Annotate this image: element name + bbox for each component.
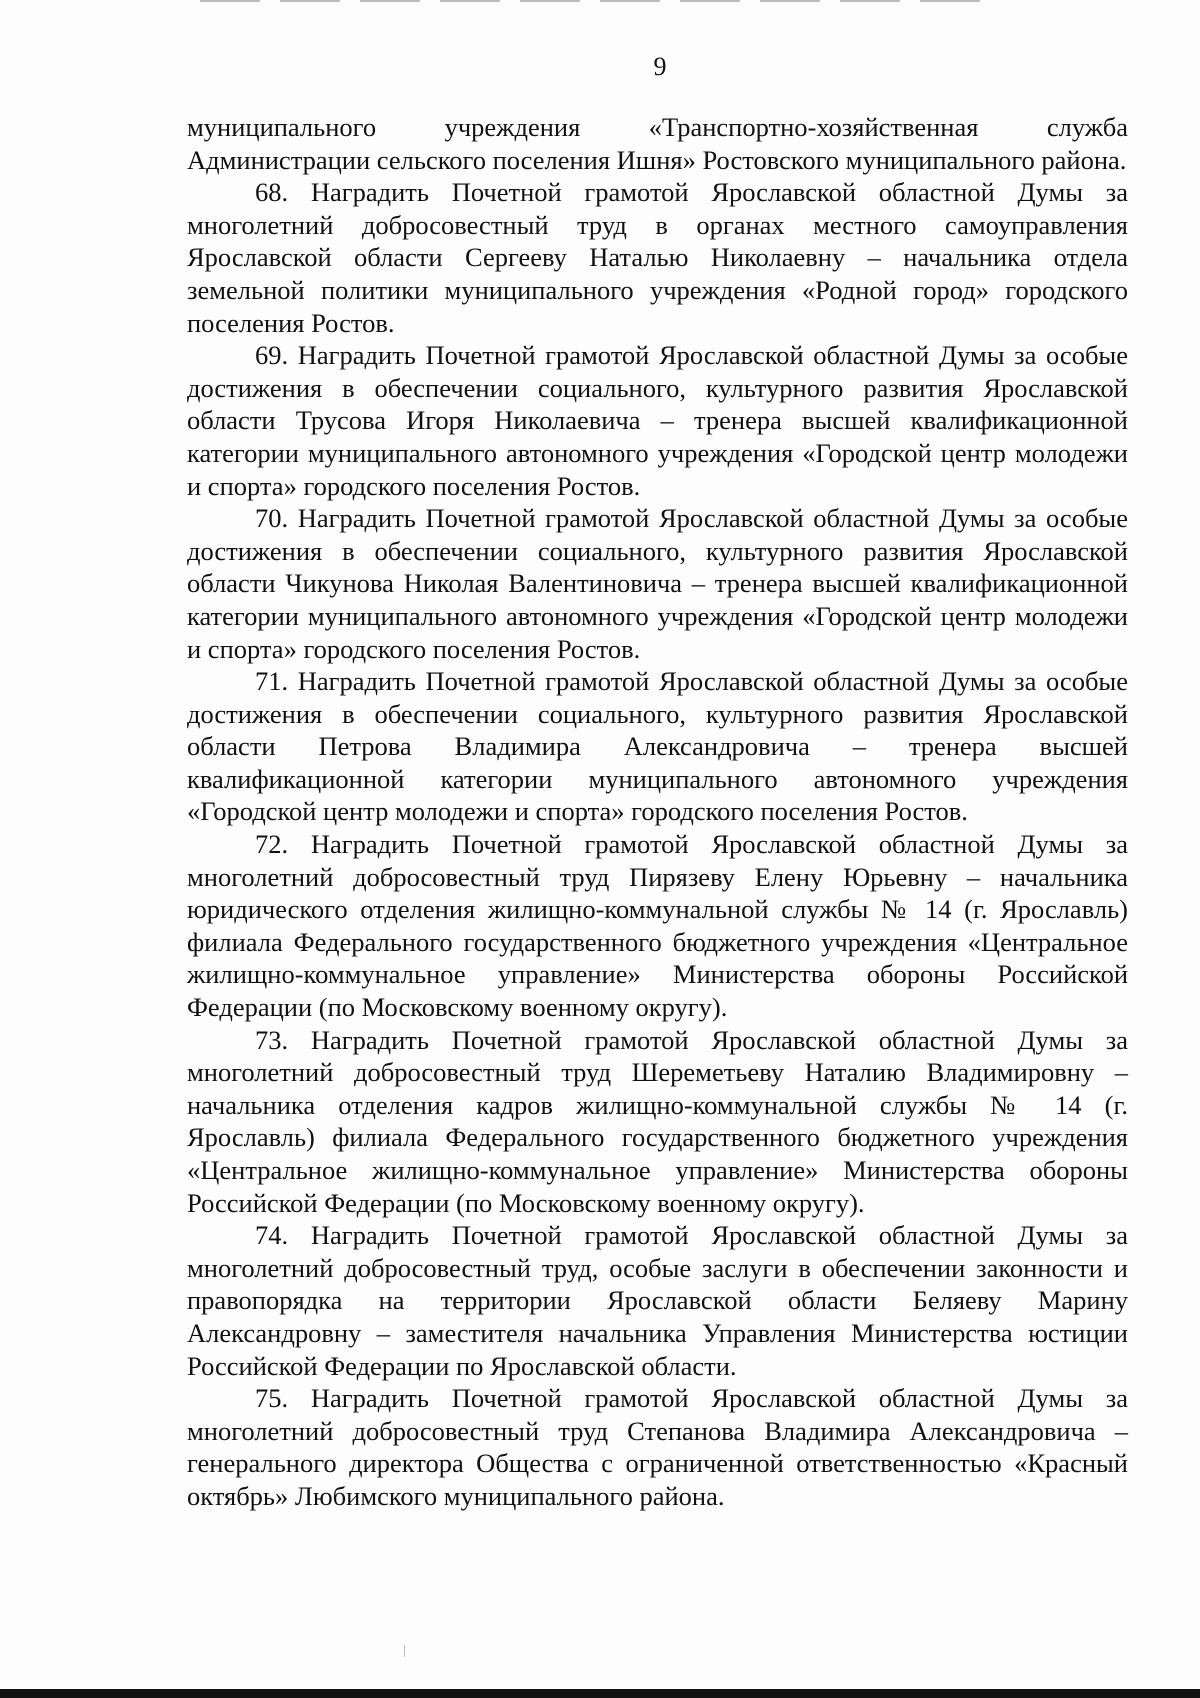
award-item-74: 74. Наградить Почетной грамотой Ярославской областной Думы за многолетний добросовестный труд, особые заслуги в обеспечении законности и правопорядка на территории Ярославской области Беляеву Марину Александровну – заместителя начальника Управления Министерства юстиции Российской Федерации по Ярославской области. [187,1220,1128,1381]
award-item-73: 73. Наградить Почетной грамотой Ярославской областной Думы за многолетний добросовестный труд Шереметьеву Наталию Владимировну – начальника отделения кадров жилищно-коммунальной службы № 14 (г. Ярославль) филиала Федерального государственного бюджетного учреждения «Центральное жилищно-коммунальное управление» Министерства обороны Российской Федерации (по Московскому военному округу). [187,1024,1128,1218]
award-item-72: 72. Наградить Почетной грамотой Ярославской областной Думы за многолетний добросовестный труд Пирязеву Елену Юрьевну – начальника юридического отделения жилищно-коммунальной службы № 14 (г. Ярославль) филиала Федерального государственного бюджетного учреждения «Центральное жилищно-коммунальное управление» Министерства обороны Российской Федерации (по Московскому военному округу). [187,829,1128,1023]
award-item-71: 71. Наградить Почетной грамотой Ярославской областной Думы за особые достижения в обеспечении социального, культурного развития Ярославской области Петрова Владимира Александровича – тренера высшей квалификационной категории муниципального автономного учреждения «Городской центр молодежи и спорта» городского поселения Ростов. [187,666,1128,827]
award-item-70: 70. Наградить Почетной грамотой Ярославской областной Думы за особые достижения в обеспечении социального, культурного развития Ярославской области Чикунова Николая Валентиновича – тренера высшей квалификационной категории муниципального автономного учреждения «Городской центр молодежи и спорта» городского поселения Ростов. [187,503,1128,664]
scan-artifact [404,1645,405,1657]
award-item-69: 69. Наградить Почетной грамотой Ярославской областной Думы за особые достижения в обеспечении социального, культурного развития Ярославской области Трусова Игоря Николаевича – тренера высшей квалификационной категории муниципального автономного учреждения «Городской центр молодежи и спорта» городского поселения Ростов. [187,340,1128,501]
award-item-75: 75. Наградить Почетной грамотой Ярославской областной Думы за многолетний добросовестный труд Степанова Владимира Александровича – генерального директора Общества с ограниченной ответственностью «Красный октябрь» Любимского муниципального района. [187,1383,1128,1511]
scan-bottom-edge [0,1689,1200,1698]
document-body [187,111,1128,1513]
continuation-paragraph: муниципального учреждения «Транспортно-хозяйственная служба Администрации сельского поселения Ишня» Ростовского муниципального района. [187,112,1128,175]
page-number: 9 [653,52,667,81]
award-item-68: 68. Наградить Почетной грамотой Ярославской областной Думы за многолетний добросовестный труд в органах местного самоуправления Ярославской области Сергееву Наталью Николаевну – начальника отдела земельной политики муниципального учреждения «Родной город» городского поселения Ростов. [187,177,1128,338]
scan-top-edge [200,0,1000,2]
